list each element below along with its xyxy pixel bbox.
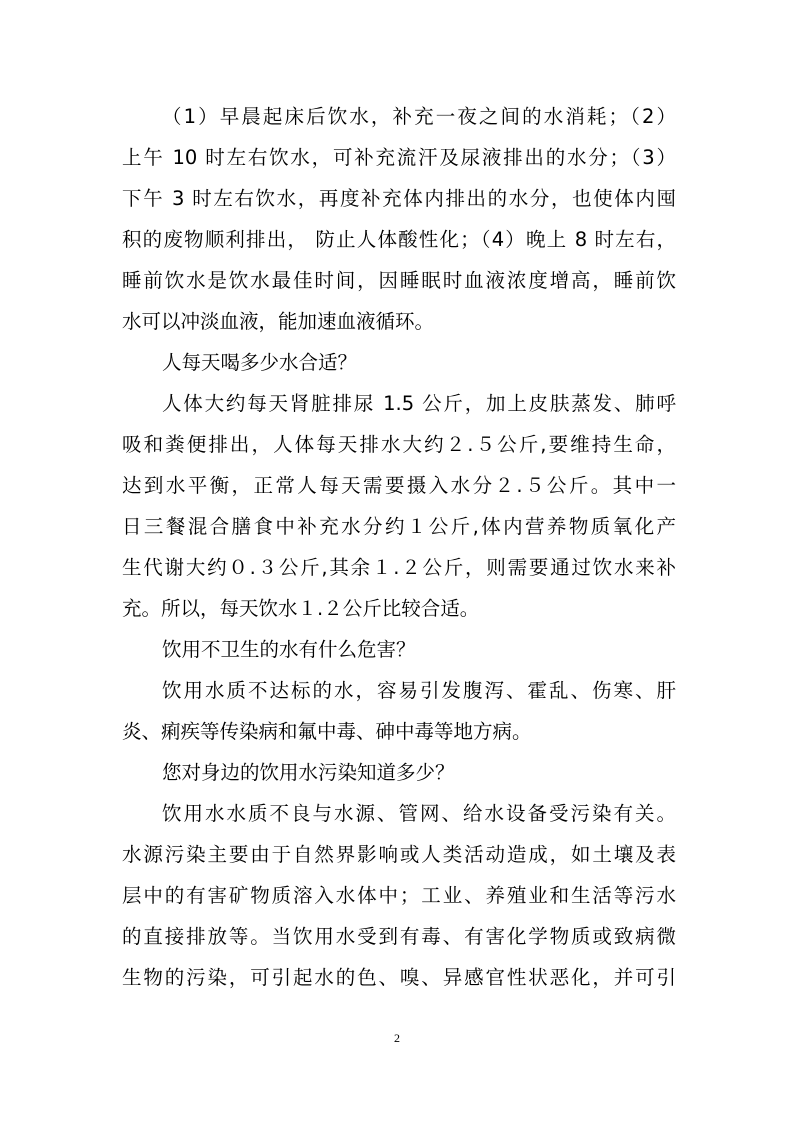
section-question: 人每天喝多少水合适？ <box>162 351 358 374</box>
heading-water-pollution <box>122 752 676 793</box>
paragraph-unsanitary-harm <box>122 670 676 752</box>
text-line: 下午 3 时左右饮水，再度补充体内排出的水分，也使体内囤 <box>122 187 676 210</box>
text-line: 饮用水水质不良与水源、管网、给水设备受污染有关。 <box>162 802 676 825</box>
text-line: 吸和粪便排出，人体每天排水大约２.５公斤,要维持生命， <box>122 433 676 456</box>
section-question: 饮用不卫生的水有什么危害？ <box>162 638 416 661</box>
page-number: 2 <box>394 1031 400 1045</box>
text-line: 人体大约每天肾脏排尿 1.5 公斤，加上皮肤蒸发、肺呼 <box>162 392 676 415</box>
text-line: 生物的污染，可引起水的色、嗅、异感官性状恶化，并可引 <box>122 966 676 989</box>
text-line: 生代谢大约０.３公斤,其余１.２公斤，则需要通过饮水来补 <box>122 556 676 579</box>
text-line: 睡前饮水是饮水最佳时间，因睡眠时血液浓度增高，睡前饮 <box>122 269 676 292</box>
text-line: 的直接排放等。当饮用水受到有毒、有害化学物质或致病微 <box>122 925 676 948</box>
paragraph-pollution-sources <box>122 793 676 998</box>
paragraph-daily-amount <box>122 383 676 629</box>
text-line: 日三餐混合膳食中补充水分约１公斤,体内营养物质氧化产 <box>122 515 676 538</box>
text-line: 充。所以，每天饮水１.２公斤比较合适。 <box>122 597 480 620</box>
paragraph-drinking-times <box>122 96 676 342</box>
text-line: 饮用水质不达标的水，容易引发腹泻、霍乱、伤寒、肝 <box>162 679 676 702</box>
text-line: 上午 10 时左右饮水，可补充流汗及尿液排出的水分；（3） <box>122 146 676 169</box>
text-line: 水可以冲淡血液，能加速血液循环。 <box>122 310 435 333</box>
section-question: 您对身边的饮用水污染知道多少？ <box>162 761 455 784</box>
text-line: （1）早晨起床后饮水，补充一夜之间的水消耗；（2） <box>162 105 676 128</box>
document-body <box>122 96 676 998</box>
text-line: 积的废物顺利排出， 防止人体酸性化；（4）晚上 8 时左右， <box>122 228 676 251</box>
heading-unsanitary-water <box>122 629 676 670</box>
text-line: 炎、痢疾等传染病和氟中毒、砷中毒等地方病。 <box>122 720 532 743</box>
text-line: 层中的有害矿物质溶入水体中；工业、养殖业和生活等污水 <box>122 884 676 907</box>
text-line: 达到水平衡，正常人每天需要摄入水分２.５公斤。其中一 <box>122 474 676 497</box>
heading-how-much-water <box>122 342 676 383</box>
text-line: 水源污染主要由于自然界影响或人类活动造成，如土壤及表 <box>122 843 676 866</box>
